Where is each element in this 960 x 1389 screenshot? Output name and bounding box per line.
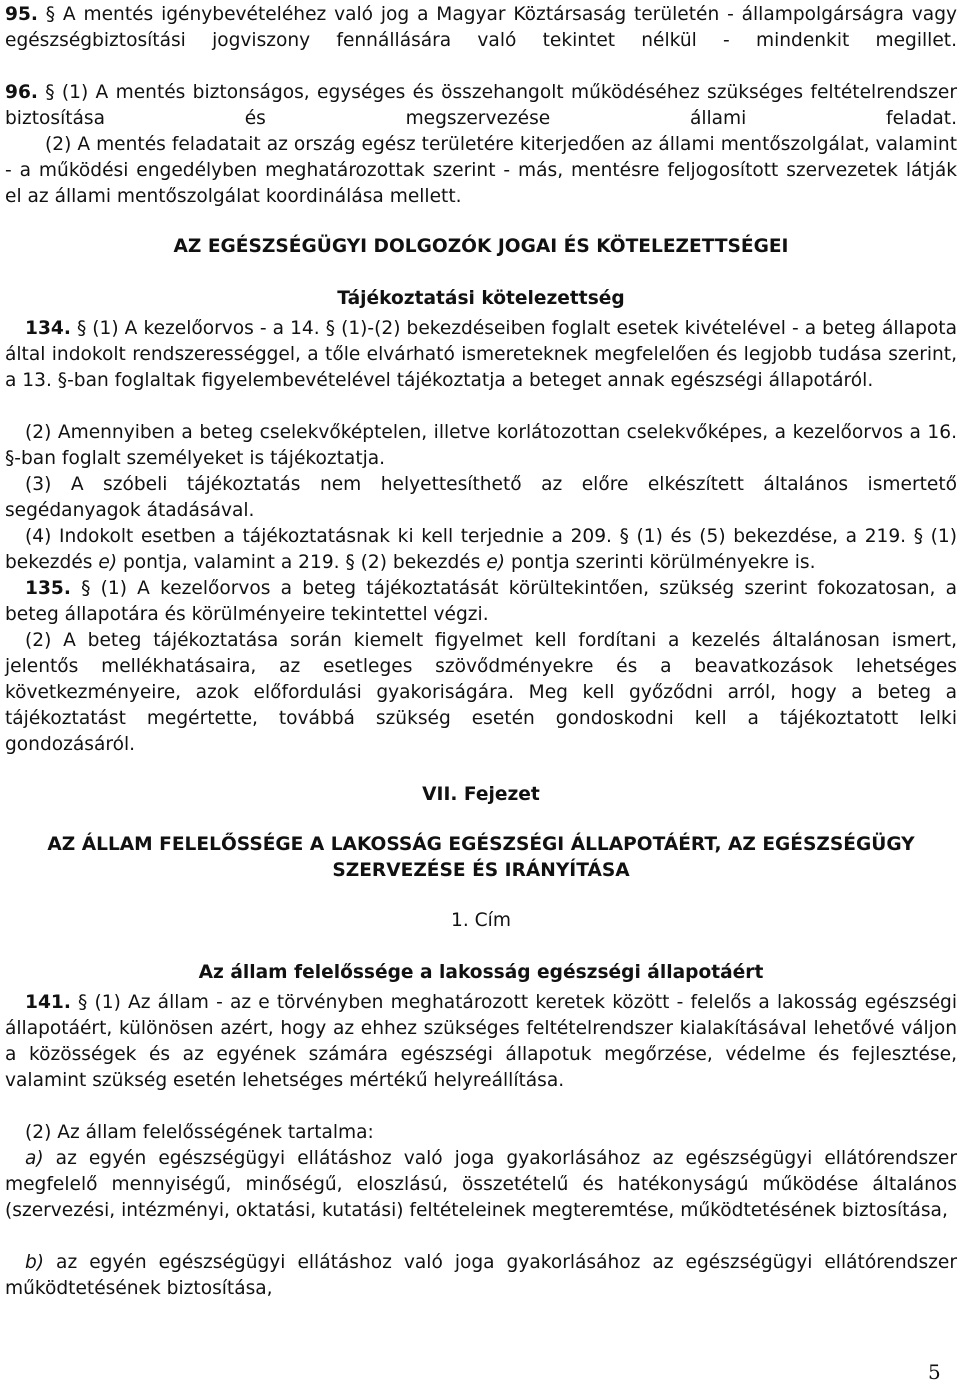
page-number: 5 [928, 1360, 941, 1384]
heading-text: 1. Cím [451, 910, 511, 931]
paragraph-134 [5, 316, 957, 394]
title-heading [5, 908, 957, 934]
paragraph-text: az egyén egészségügyi ellátáshoz való joga gyakorlásához az egészségügyi ellátórendszer működtetésének biztosítása, [5, 1252, 957, 1299]
point-letter: e) [486, 552, 506, 573]
paragraph-text: pontja, valamint a 219. § (2) bekezdés [117, 552, 487, 573]
section-number: 134. [25, 318, 71, 339]
paragraph-141-2 [5, 1120, 957, 1146]
point-letter: e) [98, 552, 118, 573]
paragraph-text: § (1) A mentés biztonságos, egységes és összehangolt működéséhez szükséges feltételrendszer biztosítása és megszervezése állami feladat. [5, 82, 957, 129]
paragraph-134-2 [5, 420, 957, 472]
point-b [5, 1250, 957, 1302]
heading-text: AZ EGÉSZSÉGÜGYI DOLGOZÓK JOGAI ÉS KÖTELEZETTSÉGEI [173, 236, 789, 257]
paragraph-141 [5, 990, 957, 1094]
heading-text: VII. Fejezet [422, 784, 540, 805]
paragraph-134-4 [5, 524, 957, 576]
paragraph-134-3 [5, 472, 957, 524]
paragraph-text: (4) Indokolt esetben a tájékoztatásnak ki kell terjednie a 209. § (1) és (5) bekezdése, a 219. § (1) bekezdés [5, 526, 957, 573]
paragraph-text: § A mentés igénybevételéhez való jog a Magyar Köztársaság területén - állampolgárságra vagy egészségbiztosítási jogviszony fennállására való tekintet nélkül - mindenkit megillet. [5, 4, 957, 51]
paragraph-96-2 [5, 132, 957, 210]
section-number: 141. [25, 992, 71, 1013]
paragraph-text: § (1) A kezelőorvos a beteg tájékoztatását körültekintően, szükség szerint fokozatosan, a beteg állapotára és körülményeire tekintettel végzi. [5, 578, 957, 625]
subsection-heading [5, 286, 957, 312]
chapter-title [5, 832, 957, 884]
heading-text: Az állam felelőssége a lakosság egészségi állapotáért [198, 962, 764, 983]
paragraph-135-2 [5, 628, 957, 758]
paragraph-text: (2) Amennyiben a beteg cselekvőképtelen, illetve korlátozottan cselekvőképes, a kezelőorvos a 16. §-ban foglalt személyeket is tájékoztatja. [5, 422, 957, 469]
paragraph-text: az egyén egészségügyi ellátáshoz való joga gyakorlásához az egészségügyi ellátórendszer megfelelő mennyiségű, minőségű, eloszlású, összetételű és hatékonyságú működése általános (szervezési, intézményi, oktatási, kutatási) feltételeinek megteremtése, működtetésének biztosítása, [5, 1148, 957, 1221]
point-letter: b) [25, 1252, 45, 1273]
paragraph-text: (3) A szóbeli tájékoztatás nem helyettesíthető az előre elkészített általános ismertető segédanyagok átadásával. [5, 474, 957, 521]
chapter-heading [5, 782, 957, 808]
paragraph-text: pontja szerinti körülményekre is. [505, 552, 816, 573]
heading-text: Tájékoztatási kötelezettség [337, 288, 625, 309]
paragraph-text: (2) Az állam felelősségének tartalma: [25, 1122, 374, 1143]
section-number: 96. [5, 82, 38, 103]
heading-text: AZ ÁLLAM FELELŐSSÉGE A LAKOSSÁG EGÉSZSÉGI ÁLLAPOTÁÉRT, AZ EGÉSZSÉGÜGY SZERVEZÉSE ÉS IRÁNYÍTÁSA [47, 834, 915, 881]
title-subheading [5, 960, 957, 986]
paragraph-text: (2) A beteg tájékoztatása során kiemelt figyelmet kell fordítani a kezelés általánosan ismert, jelentős mellékhatásaira, az esetleges szövődményekre és a beavatkozások lehetséges következményeire, azok előfordulási gyakoriságára. Meg kell győződni arról, hogy a beteg a tájékoztatást megértette, továbbá szükség esetén gondoskodni kell a tájékoztatott lelki gondozásáról. [5, 630, 957, 755]
section-number: 135. [25, 578, 71, 599]
paragraph-text: (2) A mentés feladatait az ország egész területére kiterjedően az állami mentőszolgálat, valamint - a működési engedélyben meghatározottak szerint - más, mentésre feljogosított szervezetek látják el az állami mentőszolgálat koordinálása mellett. [5, 134, 957, 207]
section-heading [5, 234, 957, 260]
paragraph-text: § (1) A kezelőorvos - a 14. § (1)-(2) bekezdéseiben foglalt esetek kivételével - a beteg állapota által indokolt rendszerességgel, a tőle elvárható ismereteknek megfelelően és legjobb tudása szerint, a 13. §-ban foglaltak figyelembevételével tájékoztatja a beteget annak egészségi állapotáról. [5, 318, 957, 391]
point-a [5, 1146, 957, 1224]
point-letter: a) [25, 1148, 44, 1169]
paragraph-135 [5, 576, 957, 628]
section-number: 95. [5, 4, 38, 25]
paragraph-text: § (1) Az állam - az e törvényben meghatározott keretek között - felelős a lakosság egészségi állapotáért, különösen azért, hogy az ehhez szükséges feltételrendszer kialakításával lehetővé váljon a közösségek és az egyének számára egészségi állapotuk megőrzése, védelme és fejlesztése, valamint szükség esetén lehetséges mértékű helyreállítása. [5, 992, 957, 1091]
paragraph-96 [5, 80, 957, 132]
paragraph-95 [5, 2, 957, 54]
